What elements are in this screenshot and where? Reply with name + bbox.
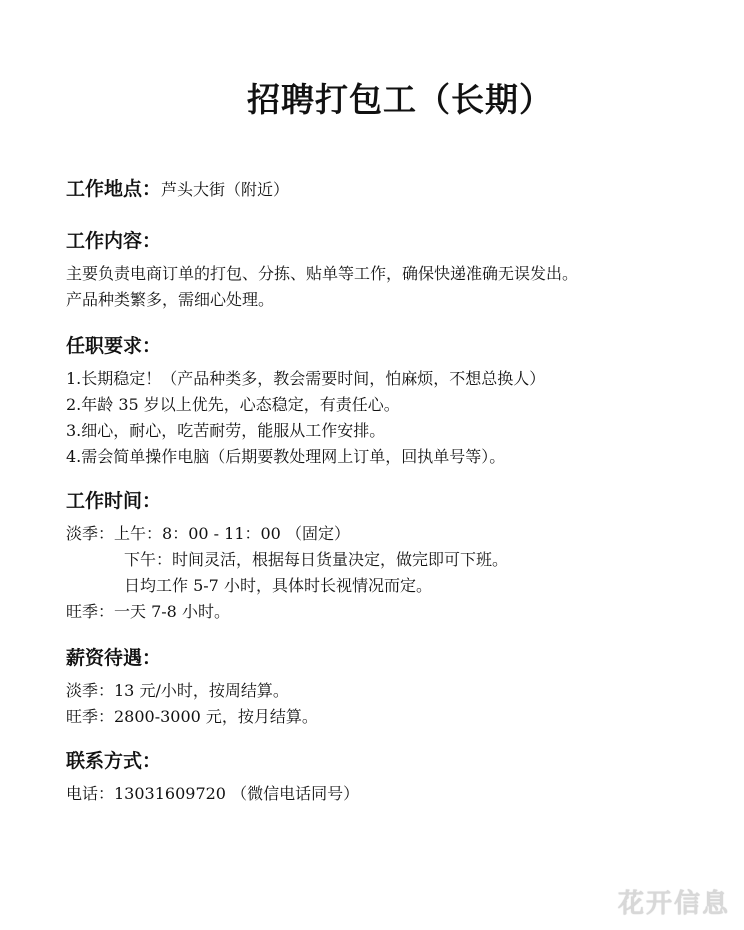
off-season-label: 淡季： bbox=[66, 524, 115, 543]
requirements-heading: 任职要求： bbox=[66, 335, 162, 357]
hours-off-season-row bbox=[66, 523, 350, 545]
page-title: 招聘打包工（长期） bbox=[247, 80, 553, 119]
location-heading: 工作地点： bbox=[66, 178, 162, 200]
contact-phone: 电话：13031609720 （微信电话同号） bbox=[66, 784, 360, 803]
requirement-item-2: 2.年龄 35 岁以上优先，心态稳定，有责任心。 bbox=[66, 395, 400, 414]
salary-off-season: 淡季：13 元/小时，按周结算。 bbox=[66, 681, 289, 700]
location-value: 芦头大街（附近） bbox=[161, 180, 290, 199]
contact-heading: 联系方式： bbox=[66, 750, 162, 772]
salary-peak-season: 旺季：2800-3000 元，按月结算。 bbox=[66, 707, 318, 726]
off-season-morning: 上午：8：00 - 11：00 （固定） bbox=[114, 524, 350, 543]
requirement-item-3: 3.细心，耐心，吃苦耐劳，能服从工作安排。 bbox=[66, 421, 386, 440]
hours-heading: 工作时间： bbox=[66, 490, 162, 512]
off-season-afternoon: 下午：时间灵活，根据每日货量决定，做完即可下班。 bbox=[124, 550, 509, 569]
content-heading: 工作内容： bbox=[66, 230, 162, 252]
salary-heading: 薪资待遇： bbox=[66, 647, 162, 669]
watermark: 花开信息 bbox=[617, 889, 730, 919]
content-line-1: 主要负责电商订单的打包、分拣、贴单等工作，确保快递准确无误发出。 bbox=[66, 264, 579, 283]
requirement-item-1: 1.长期稳定！（产品种类多，教会需要时间，怕麻烦，不想总换人） bbox=[66, 369, 546, 388]
content-line-2: 产品种类繁多，需细心处理。 bbox=[66, 290, 275, 309]
off-season-daily: 日均工作 5-7 小时，具体时长视情况而定。 bbox=[124, 576, 432, 595]
location-section bbox=[66, 174, 289, 201]
requirement-item-4: 4.需会简单操作电脑（后期要教处理网上订单，回执单号等）。 bbox=[66, 447, 506, 466]
peak-season-hours: 旺季：一天 7-8 小时。 bbox=[66, 602, 230, 621]
